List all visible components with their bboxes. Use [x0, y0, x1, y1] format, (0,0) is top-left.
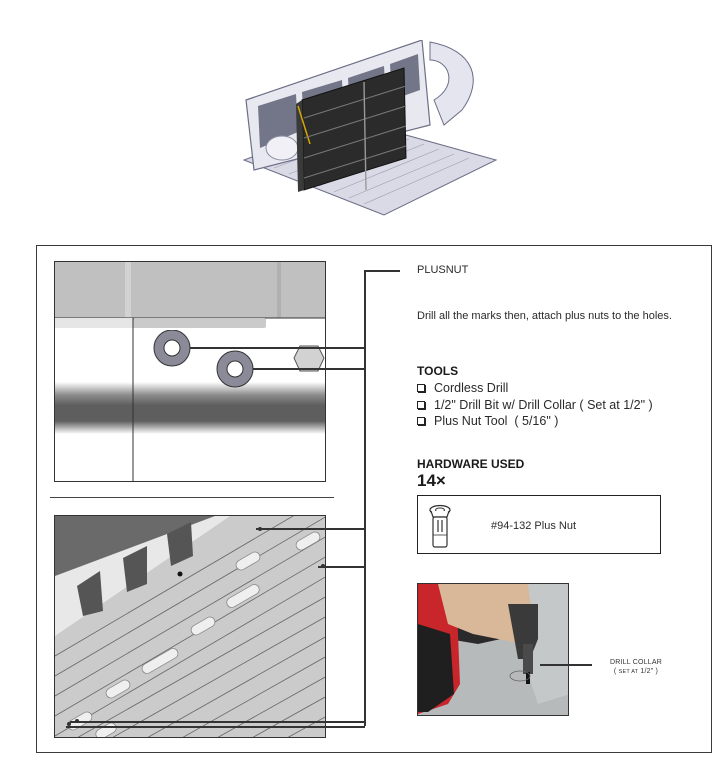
callout-line: [256, 528, 365, 530]
hardware-quantity: 14×: [417, 471, 446, 490]
plus-nut-icon: [428, 504, 452, 550]
hardware-heading: HARDWARE USED: [417, 457, 525, 471]
hex-nut-icon: [292, 344, 326, 374]
tools-heading: TOOLS: [417, 364, 459, 378]
hardware-part-label: #94-132 Plus Nut: [491, 520, 576, 532]
drill-photo-illustration: [418, 584, 569, 716]
setting-value: 1/2" ): [638, 668, 659, 675]
tool-label: Cordless Drill: [434, 381, 509, 395]
drill-collar-setting: [596, 667, 676, 677]
callout-line: [190, 347, 365, 349]
drill-collar-callout: [596, 658, 676, 677]
callout-line: [364, 270, 400, 272]
checkbox-icon[interactable]: [417, 401, 425, 409]
callout-line: [253, 368, 365, 370]
callout-line: [364, 270, 366, 726]
tool-item: [417, 413, 653, 430]
paren-open: (: [613, 668, 619, 675]
detail-panel-floor: [54, 515, 326, 738]
callout-line: [66, 726, 365, 728]
panel-divider: [50, 497, 334, 498]
callout-line: [318, 566, 365, 568]
tools-list: [417, 380, 653, 430]
tool-item: [417, 397, 653, 414]
step-instruction: Drill all the marks then, attach plus nuts to the holes.: [417, 310, 672, 322]
drilling-photo: [417, 583, 569, 716]
tool-label: Plus Nut Tool ( 5/16" ): [434, 414, 559, 428]
tool-item: [417, 380, 653, 397]
washer-icons: [150, 330, 260, 390]
checkbox-icon[interactable]: [417, 417, 425, 425]
van-overview-illustration: [234, 40, 504, 220]
tool-label: 1/2" Drill Bit w/ Drill Collar ( Set at 1/2" ): [434, 397, 653, 412]
drill-collar-title: DRILL COLLAR: [610, 659, 662, 666]
set-at-text: SET AT: [618, 669, 639, 675]
callout-line: [70, 721, 365, 723]
checkbox-icon[interactable]: [417, 384, 425, 392]
plusnut-callout-label: PLUSNUT: [417, 264, 469, 276]
floor-illustration: [55, 516, 326, 738]
callout-line: [540, 664, 592, 666]
hardware-part-box: [417, 495, 661, 554]
